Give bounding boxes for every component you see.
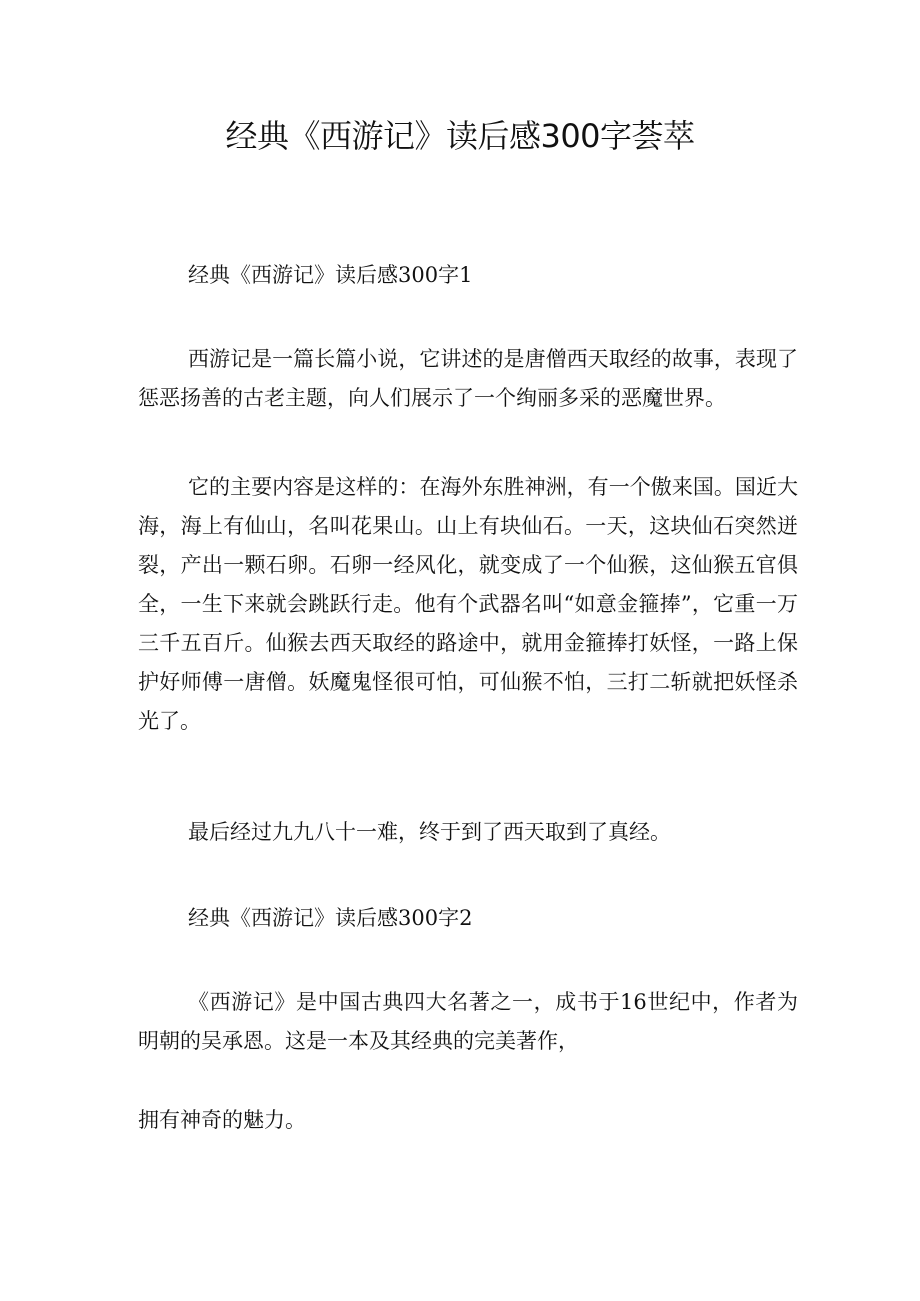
- paragraph-1-2: 它的主要内容是这样的：在海外东胜神洲，有一个傲来国。国近大海，海上有仙山，名叫花果山。山上有块仙石。一天，这块仙石突然迸裂，产出一颗石卵。石卵一经风化，就变成了一个仙猴，这仙猴五官俱全，一生下来就会跳跃行走。他有个武器名叫“如意金箍捧”，它重一万三千五百斤。仙猴去西天取经的路途中，就用金箍捧打妖怪，一路上保护好师傅一唐僧。妖魔鬼怪很可怕，可仙猴不怕，三打二斩就把妖怪杀光了。: [138, 475, 798, 733]
- document-title: 经典《西游记》读后感300字荟萃: [225, 117, 695, 155]
- paragraph-1-3: 最后经过九九八十一难，终于到了西天取到了真经。: [188, 820, 671, 844]
- paragraph-1-1: 西游记是一篇长篇小说，它讲述的是唐僧西天取经的故事，表现了惩恶扬善的古老主题，向人们展示了一个绚丽多采的恶魔世界。: [138, 347, 798, 410]
- section-heading-2: 经典《西游记》读后感300字2: [188, 906, 473, 930]
- paragraph-2-2: 拥有神奇的魅力。: [138, 1108, 306, 1132]
- paragraph-2-1: 《西游记》是中国古典四大名著之一，成书于16世纪中，作者为明朝的吴承恩。这是一本及其经典的完美著作，: [138, 990, 798, 1053]
- section-heading-1: 经典《西游记》读后感300字1: [188, 263, 473, 287]
